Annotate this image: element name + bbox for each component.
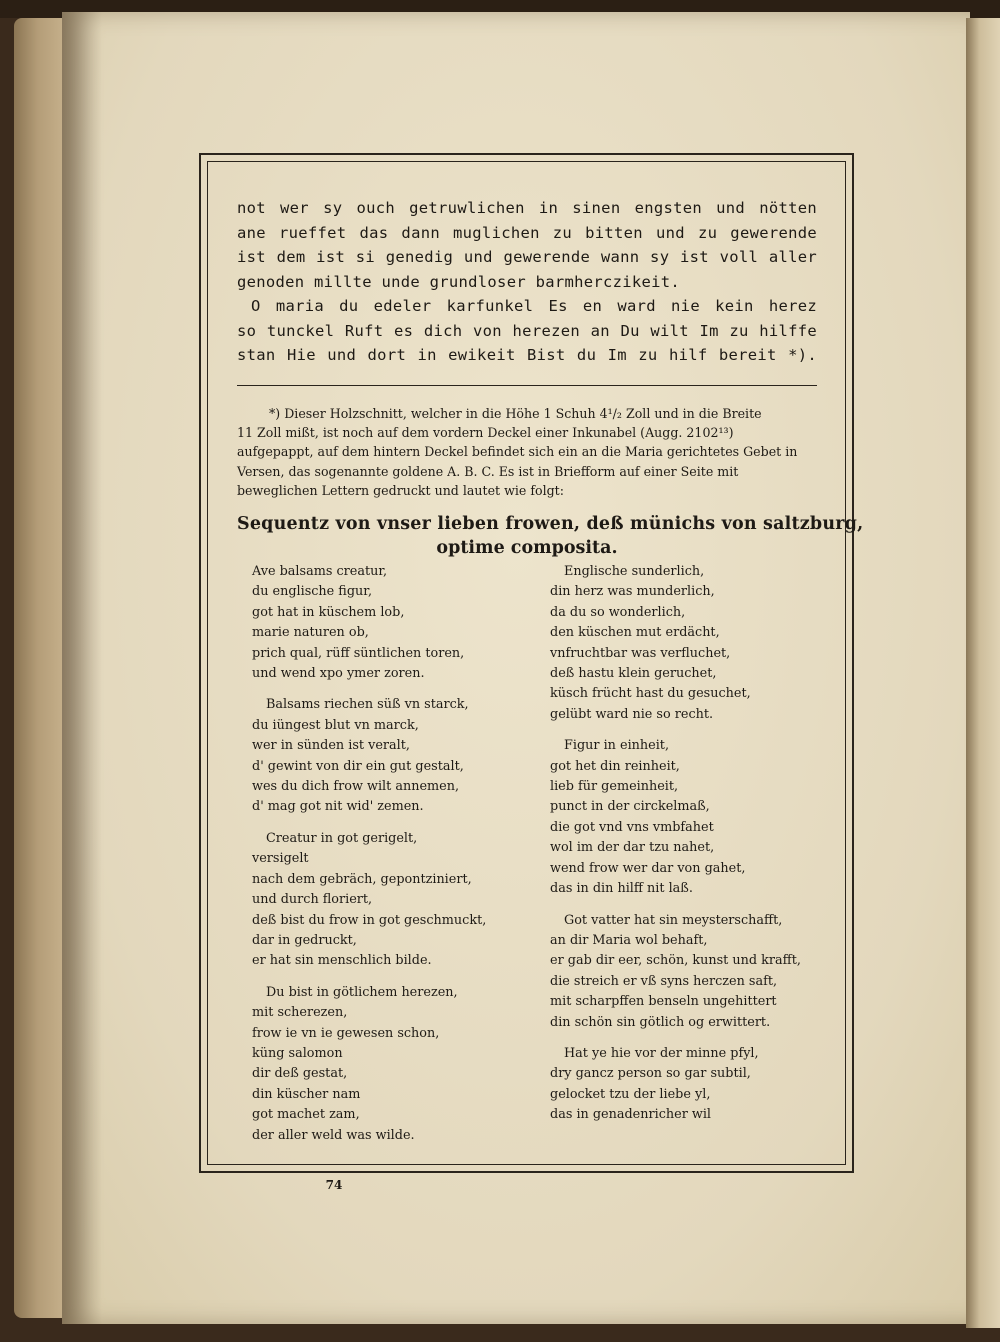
verse-line: küsch frücht hast du gesuchet,: [550, 686, 751, 702]
verse-line: wend frow wer dar von gahet,: [550, 860, 746, 876]
verse-line: er hat sin menschlich bilde.: [252, 953, 432, 969]
verse-line: Figur in einheit,: [564, 738, 670, 754]
verse-line: das in genadenricher wil: [550, 1107, 712, 1123]
footnote-line: *) Dieser Holzschnitt, welcher in die Höhe 1 Schuh 4¹/₂ Zoll und in die Breite: [269, 406, 762, 421]
poem-title-line-2: optime composita.: [436, 538, 618, 558]
footnote-line: Versen, das sogenannte goldene A. B. C. Es ist in Briefform auf einer Seite mit: [237, 463, 739, 479]
verse-line: du iüngest blut vn marck,: [252, 717, 419, 733]
poem-column-left: [252, 562, 537, 1157]
verse-line: gelübt ward nie so recht.: [550, 706, 714, 722]
verse-line: Hat ye hie vor der minne pfyl,: [564, 1045, 759, 1061]
verse-line: Ave balsams creatur,: [252, 564, 388, 579]
page-number: 74: [325, 1178, 343, 1192]
stanza: [550, 1044, 835, 1126]
verse-line: Balsams riechen süß vn starck,: [266, 697, 469, 713]
stanza: [550, 736, 835, 899]
verse-line: küng salomon: [252, 1045, 343, 1061]
verse-line: din schön sin götlich og erwittert.: [550, 1014, 771, 1030]
poem-heading: [237, 512, 864, 560]
verse-line: nach dem gebräch, gepontziniert,: [252, 871, 472, 887]
footnote: [237, 404, 817, 500]
footnote-rule: [237, 385, 817, 386]
verse-line: prich qual, rüff süntlichen toren,: [252, 645, 465, 661]
verse-line: deß hastu klein geruchet,: [550, 666, 717, 682]
prose-line: not wer sy ouch getruwlichen in sinen engsten und nötten: [237, 199, 817, 217]
prose-line: so tunckel Ruft es dich von herezen an Du wilt Im zu hilffe: [237, 321, 817, 340]
prose-line: O maria du edeler karfunkel Es en ward nie kein herez: [251, 297, 817, 315]
prose-line: stan Hie und dort in ewikeit Bist du Im zu hilf bereit *).: [237, 346, 817, 364]
prose-line: genoden millte unde grundloser barmherczikeit.: [237, 272, 681, 291]
verse-line: lieb für gemeinheit,: [550, 779, 679, 795]
verse-line: vnfruchtbar was verfluchet,: [550, 645, 731, 661]
verse-line: gelocket tzu der liebe yl,: [550, 1086, 711, 1102]
verse-line: frow ie vn ie gewesen schon,: [252, 1025, 440, 1041]
verse-line: und durch floriert,: [252, 892, 373, 908]
verse-line: Du bist in götlichem herezen,: [266, 984, 458, 1000]
verse-line: din küscher nam: [252, 1086, 361, 1102]
verse-line: d' mag got nit wid' zemen.: [252, 799, 424, 815]
gutter-shadow: [62, 12, 102, 1324]
verse-line: wol im der dar tzu nahet,: [550, 840, 715, 856]
verse-line: marie naturen ob,: [252, 625, 369, 641]
stanza: [550, 562, 835, 725]
verse-line: an dir Maria wol behaft,: [550, 932, 708, 948]
poem-column-right: [550, 562, 835, 1137]
verse-line: d' gewint von dir ein gut gestalt,: [252, 758, 464, 774]
prose-line: ane rueffet das dann muglichen zu bitten und zu gewerende: [237, 223, 817, 242]
verse-line: wes du dich frow wilt annemen,: [252, 779, 460, 795]
verse-line: deß bist du frow in got geschmuckt,: [252, 912, 487, 928]
verse-line: Englische sunderlich,: [564, 564, 705, 579]
verse-line: da du so wonderlich,: [550, 604, 686, 620]
verse-line: den küschen mut erdächt,: [550, 625, 720, 641]
verse-line: Creatur in got gerigelt,: [266, 830, 418, 846]
verse-line: das in din hilff nit laß.: [550, 881, 693, 897]
stanza: [550, 911, 835, 1033]
verse-line: din herz was munderlich,: [550, 584, 715, 600]
verse-line: dar in gedruckt,: [252, 932, 357, 948]
verse-line: du englische figur,: [252, 584, 373, 600]
verse-line: mit scherezen,: [252, 1005, 348, 1021]
stanza: [252, 983, 537, 1146]
verse-line: Got vatter hat sin meysterschafft,: [564, 912, 783, 928]
verse-line: got machet zam,: [252, 1107, 360, 1123]
verse-line: got hat in küschem lob,: [252, 604, 405, 620]
verse-line: dry gancz person so gar subtil,: [550, 1066, 751, 1082]
stanza: [252, 695, 537, 817]
verse-line: versigelt: [252, 851, 309, 867]
verse-line: der aller weld was wilde.: [252, 1127, 415, 1143]
stanza: [252, 562, 537, 684]
footnote-line: aufgepappt, auf dem hintern Deckel befindet sich ein an die Maria gerichtetes Gebet in: [237, 444, 798, 460]
verse-line: er gab dir eer, schön, kunst und krafft,: [550, 953, 801, 969]
facing-page-edge: [966, 18, 1000, 1328]
verse-line: punct in der circkelmaß,: [550, 799, 710, 815]
verse-line: die got vnd vns vmbfahet: [550, 819, 714, 835]
poem-title-line-1: Sequentz von vnser lieben frowen, deß münichs von saltzburg,: [237, 514, 864, 534]
verse-line: und wend xpo ymer zoren.: [252, 666, 425, 682]
verse-line: die streich er vß syns herczen saft,: [550, 973, 778, 989]
verse-line: dir deß gestat,: [252, 1066, 348, 1082]
verse-line: wer in sünden ist veralt,: [252, 738, 410, 754]
verse-line: mit scharpffen benseln ungehittert: [550, 994, 777, 1010]
footnote-line: 11 Zoll mißt, ist noch auf dem vordern Deckel einer Inkunabel (Augg. 2102¹³): [237, 425, 734, 441]
footnote-line: beweglichen Lettern gedruckt und lautet wie folgt:: [237, 482, 564, 498]
stanza: [252, 829, 537, 972]
verse-line: got het din reinheit,: [550, 758, 680, 774]
prayer-text: [237, 196, 817, 368]
prose-line: ist dem ist si genedig und gewerende wann sy ist voll aller: [237, 248, 817, 266]
